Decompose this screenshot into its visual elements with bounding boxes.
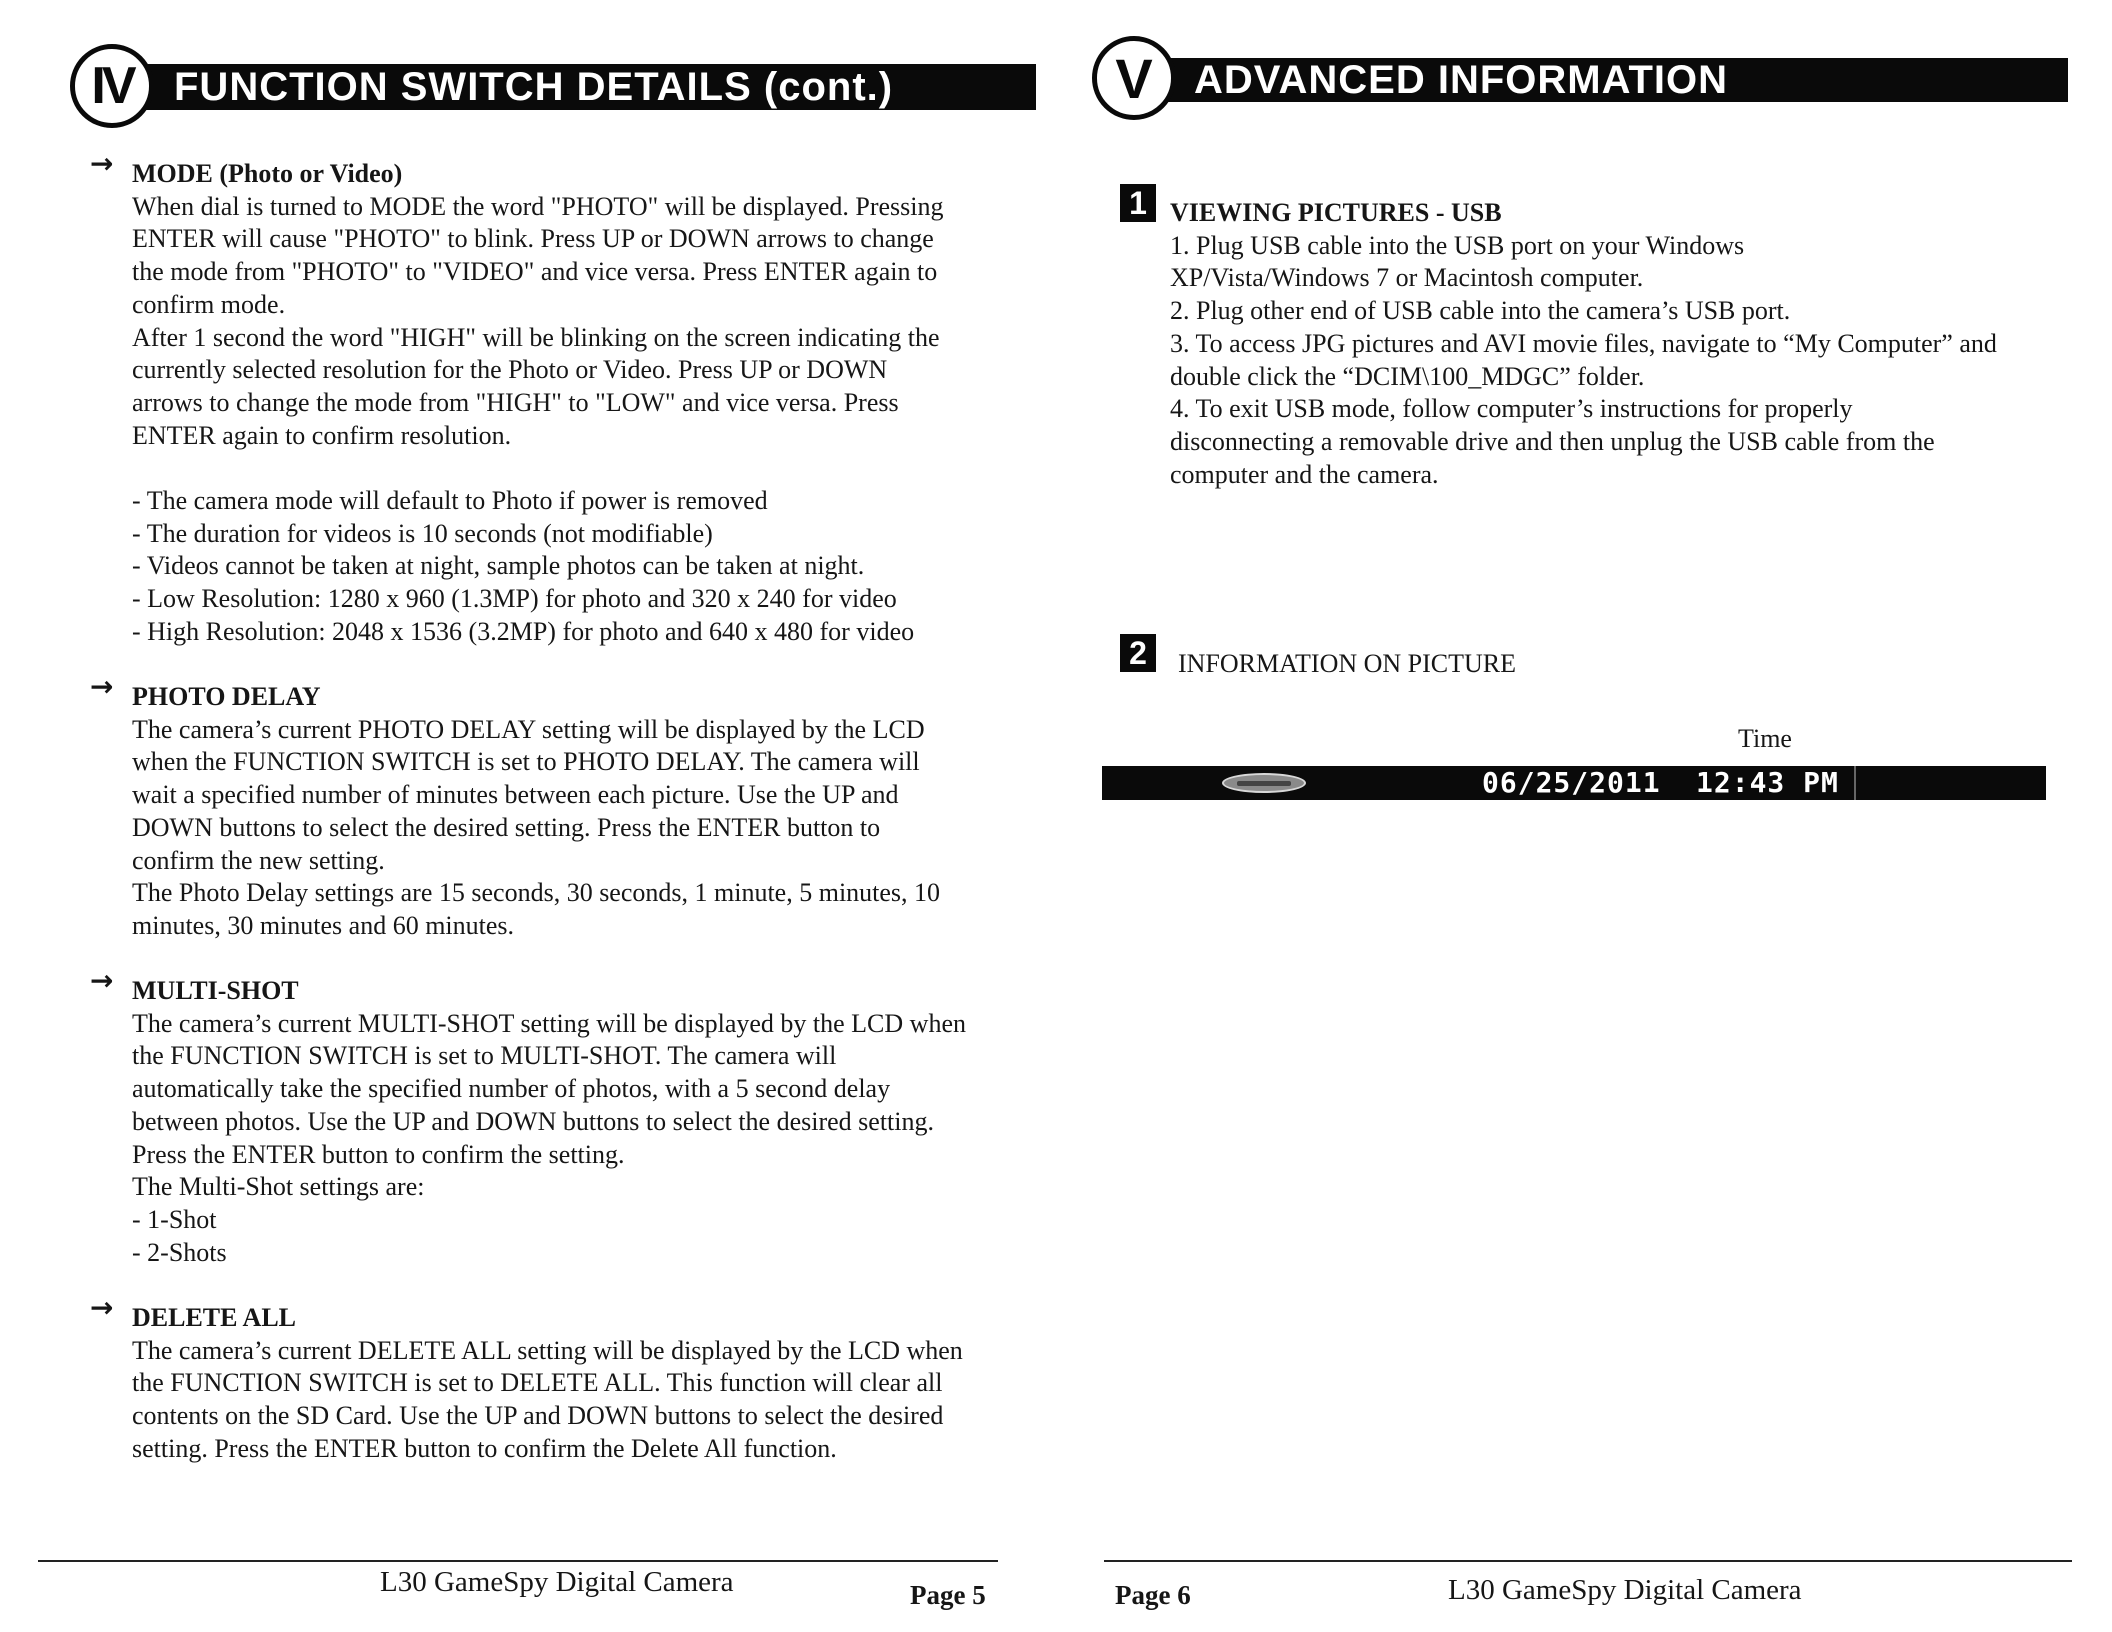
section-v-header-bar (1136, 58, 2068, 102)
page-number: Page 5 (910, 1580, 986, 1610)
multi-shot-section (90, 964, 1012, 1269)
mode-section (90, 147, 1012, 649)
delete-all-title: DELETE ALL (132, 1303, 297, 1332)
section-iv-numeral-badge (70, 44, 154, 128)
delete-all-line: The camera’s current DELETE ALL setting will be displayed by the LCD when (132, 1335, 963, 1365)
arrow-icon: → (90, 670, 114, 703)
multi-shot-line: - 2-Shots (132, 1237, 227, 1267)
mode-line: ENTER again to confirm resolution. (132, 420, 512, 450)
multi-shot-line: the FUNCTION SWITCH is set to MULTI-SHOT. The camera will (132, 1041, 837, 1071)
footer-title: L30 GameSpy Digital Camera (380, 1566, 734, 1598)
viewing-pictures-line: 3. To access JPG pictures and AVI movie files, navigate to “My Computer” and (1170, 328, 1997, 358)
photo-delay-section (90, 670, 1012, 943)
picture-info-strip (1102, 766, 2046, 800)
section-2-number-badge: 2 (1120, 634, 1156, 672)
viewing-pictures-line: double click the “DCIM\100_MDGC” folder. (1170, 361, 1645, 391)
footer-divider (1104, 1560, 2072, 1562)
photo-delay-title: PHOTO DELAY (132, 682, 321, 711)
photo-delay-line: minutes, 30 minutes and 60 minutes. (132, 910, 515, 940)
delete-all-line: setting. Press the ENTER button to confirm the Delete All function. (132, 1433, 837, 1463)
mode-note: - The duration for videos is 10 seconds (not modifiable) (132, 518, 713, 548)
section-v-title: ADVANCED INFORMATION (1194, 58, 1729, 102)
strip-divider (1854, 766, 1856, 800)
mode-note: - High Resolution: 2048 x 1536 (3.2MP) for photo and 640 x 480 for video (132, 616, 915, 646)
photo-delay-line: The Photo Delay settings are 15 seconds, 30 seconds, 1 minute, 5 minutes, 10 (132, 878, 941, 908)
section-1-number-badge: 1 (1120, 184, 1156, 222)
photo-delay-line: The camera’s current PHOTO DELAY setting will be displayed by the LCD (132, 714, 925, 744)
multi-shot-line: automatically take the specified number of photos, with a 5 second delay (132, 1074, 891, 1104)
viewing-pictures-line: 2. Plug other end of USB cable into the camera’s USB port. (1170, 296, 1791, 326)
photo-delay-line: DOWN buttons to select the desired setting. Press the ENTER button to (132, 812, 881, 842)
information-on-picture-title: INFORMATION ON PICTURE (1178, 649, 1517, 678)
viewing-pictures-title: VIEWING PICTURES - USB (1170, 198, 1502, 227)
delete-all-section (90, 1291, 1012, 1466)
section-iv-title: FUNCTION SWITCH DETAILS (cont.) (174, 65, 894, 109)
multi-shot-line: - 1-Shot (132, 1204, 217, 1234)
mode-line: After 1 second the word "HIGH" will be blinking on the screen indicating the (132, 322, 940, 352)
delete-all-line: contents on the SD Card. Use the UP and DOWN buttons to select the desired (132, 1401, 944, 1431)
mode-line: currently selected resolution for the Photo or Video. Press UP or DOWN (132, 355, 888, 385)
section-iv-header-bar (110, 64, 1036, 110)
section-v-numeral: V (1115, 46, 1153, 110)
mode-note: - The camera mode will default to Photo if power is removed (132, 486, 768, 516)
multi-shot-line: between photos. Use the UP and DOWN buttons to select the desired setting. (132, 1106, 934, 1136)
info-date: 06/25/2011 (1482, 766, 1661, 799)
photo-delay-line: wait a specified number of minutes between each picture. Use the UP and (132, 780, 899, 810)
photo-delay-line: when the FUNCTION SWITCH is set to PHOTO DELAY. The camera will (132, 747, 920, 777)
multi-shot-title: MULTI-SHOT (132, 976, 299, 1005)
viewing-pictures-line: 1. Plug USB cable into the USB port on your Windows (1170, 230, 1745, 260)
multi-shot-line: The camera’s current MULTI-SHOT setting will be displayed by the LCD when (132, 1008, 966, 1038)
mode-line: confirm mode. (132, 289, 286, 319)
mode-note: - Videos cannot be taken at night, sample photos can be taken at night. (132, 551, 865, 581)
mode-line: the mode from "PHOTO" to "VIDEO" and vice versa. Press ENTER again to (132, 257, 938, 287)
delete-all-line: the FUNCTION SWITCH is set to DELETE ALL. This function will clear all (132, 1368, 943, 1398)
arrow-icon: → (90, 1291, 114, 1324)
mode-line: ENTER will cause "PHOTO" to blink. Press UP or DOWN arrows to change (132, 224, 934, 254)
mode-line: arrows to change the mode from "HIGH" to "LOW" and vice versa. Press (132, 387, 899, 417)
arrow-icon: → (90, 964, 114, 997)
viewing-pictures-line: disconnecting a removable drive and then unplug the USB cable from the (1170, 426, 1935, 456)
section-v-numeral-badge (1092, 36, 1176, 120)
viewing-pictures-line: 4. To exit USB mode, follow computer’s instructions for properly (1170, 394, 1853, 424)
arrow-icon: → (90, 147, 114, 180)
viewing-pictures-line: XP/Vista/Windows 7 or Macintosh computer. (1170, 263, 1644, 293)
photo-delay-line: confirm the new setting. (132, 845, 385, 875)
mode-note: - Low Resolution: 1280 x 960 (1.3MP) for photo and 320 x 240 for video (132, 584, 897, 614)
viewing-pictures-section (1170, 197, 2050, 491)
brand-logo-icon (1222, 773, 1306, 793)
footer-divider (38, 1560, 998, 1562)
section-iv-numeral: IV (91, 57, 133, 115)
page-number: Page 6 (1115, 1580, 1191, 1610)
mode-title: MODE (Photo or Video) (132, 159, 403, 188)
multi-shot-line: Press the ENTER button to confirm the setting. (132, 1139, 625, 1169)
time-label: Time (1738, 724, 1792, 753)
viewing-pictures-line: computer and the camera. (1170, 459, 1439, 489)
info-time: 12:43 PM (1696, 766, 1839, 799)
multi-shot-line: The Multi-Shot settings are: (132, 1172, 425, 1202)
mode-line: When dial is turned to MODE the word "PHOTO" will be displayed. Pressing (132, 191, 944, 221)
footer-title: L30 GameSpy Digital Camera (1448, 1574, 1802, 1606)
